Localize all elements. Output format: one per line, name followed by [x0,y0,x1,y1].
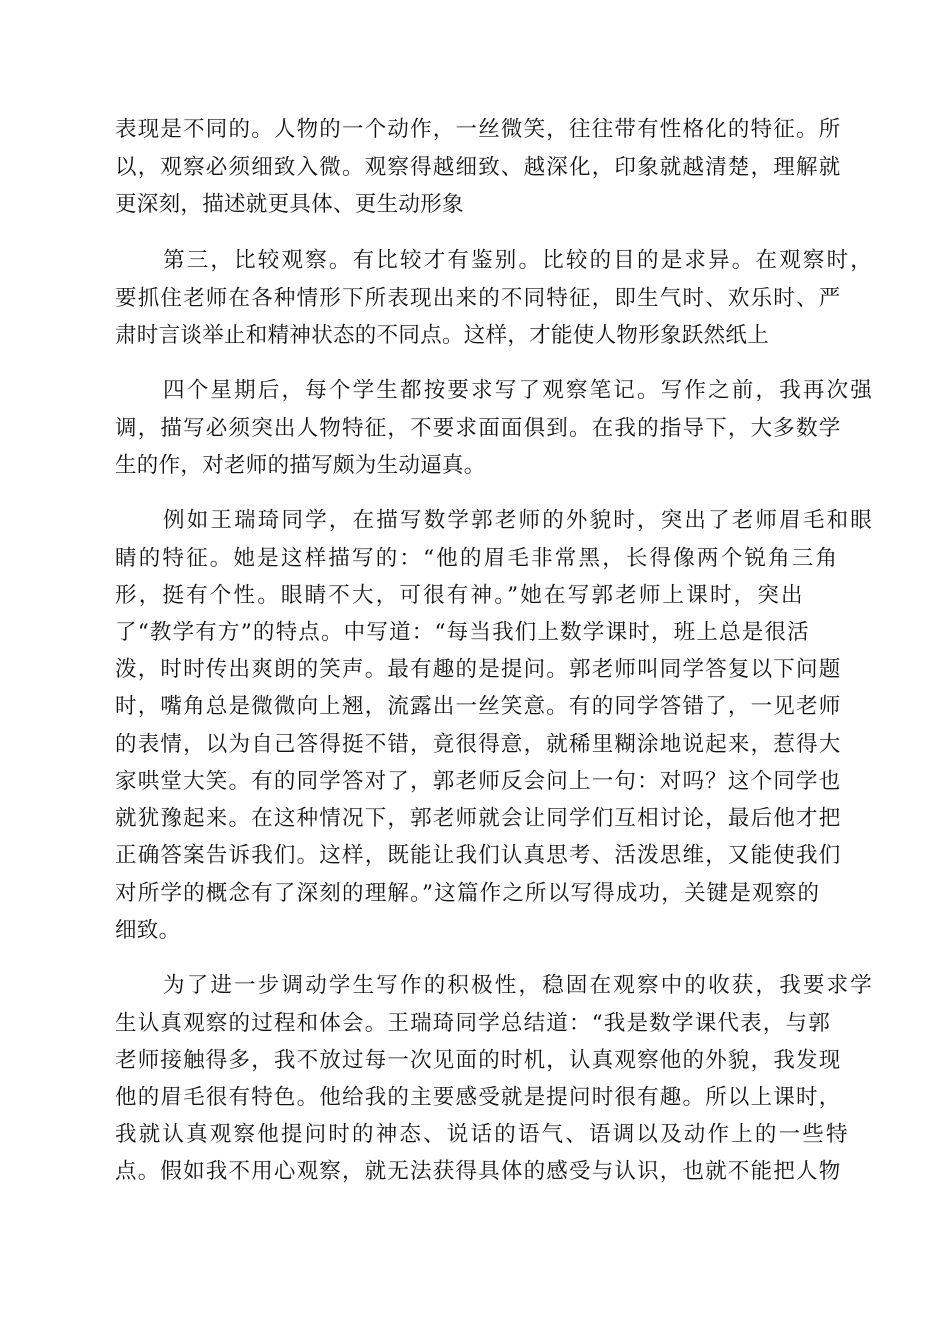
text-line: 老师接触得多，我不放过每一次见面的时机，认真观察他的外貌，我发现 [115,1048,842,1073]
text-line: 为了进一步调动学生写作的积极性，稳固在观察中的收获，我要求学 [163,973,875,998]
text-line: 调，描写必须突出人物特征，不要求面面俱到。在我的指导下，大多数学 [115,416,842,441]
text-line: 细致。 [115,918,181,943]
text-line: 睛的特征。她是这样描写的：“他的眉毛非常黑，长得像两个锐角三角 [115,546,840,571]
text-line: 我就认真观察他提问时的神态、说话的语气、语调以及动作上的一些特 [115,1122,850,1147]
text-line: 要抓住老师在各种情形下所表现出来的不同特征，即生气时、欢乐时、严 [115,286,842,311]
text-line: 了“教学有方”的特点。中写道：“每当我们上数学课时，班上总是很活 [115,620,810,645]
text-line: 的表情，以为自己答得挺不错，竟很得意，就稀里糊涂地说起来，惹得大 [115,732,842,757]
text-line: 泼，时时传出爽朗的笑声。最有趣的是提问。郭老师叫同学答复以下问题 [115,657,842,682]
text-line: 生认真观察的过程和体会。王瑞琦同学总结道：“我是数学课代表，与郭 [115,1011,831,1036]
text-line: 正确答案告诉我们。这样，既能让我们认真思考、活泼思维，又能使我们 [115,843,842,868]
text-line: 他的眉毛很有特色。他给我的主要感受就是提问时很有趣。所以上课时， [115,1085,842,1110]
text-line: 形，挺有个性。眼睛不大，可很有神。”她在写郭老师上课时，突出 [115,583,805,608]
text-line: 生的作，对老师的描写颇为生动逼真。 [115,453,486,478]
text-line: 时，嘴角总是微微向上翘，流露出一丝笑意。有的同学答错了，一见老师 [115,694,842,719]
text-line: 点。假如我不用心观察，就无法获得具体的感受与认识，也就不能把人物 [115,1159,842,1184]
text-line: 肃时言谈举止和精神状态的不同点。这样，才能使人物形象跃然纸上 [115,323,770,348]
text-line: 第三，比较观察。有比较才有鉴别。比较的目的是求异。在观察时， [163,248,875,273]
text-line: 就犹豫起来。在这种情况下，郭老师就会让同学们互相讨论，最后他才把 [115,806,842,831]
text-line: 家哄堂大笑。有的同学答对了，郭老师反会问上一句：对吗？这个同学也 [115,769,842,794]
text-line: 例如王瑞琦同学，在描写数学郭老师的外貌时，突出了老师眉毛和眼 [163,508,875,533]
text-line: 四个星期后，每个学生都按要求写了观察笔记。写作之前，我再次强 [163,378,875,403]
text-line: 表现是不同的。人物的一个动作，一丝微笑，往往带有性格化的特征。所 [115,117,842,142]
text-line: 以，观察必须细致入微。观察得越细致、越深化，印象就越清楚，理解就 [115,155,842,180]
text-line: 对所学的概念有了深刻的理解。”这篇作之所以写得成功，关键是观察的 [115,881,821,906]
text-line: 更深刻，描述就更具体、更生动形象 [115,192,464,217]
